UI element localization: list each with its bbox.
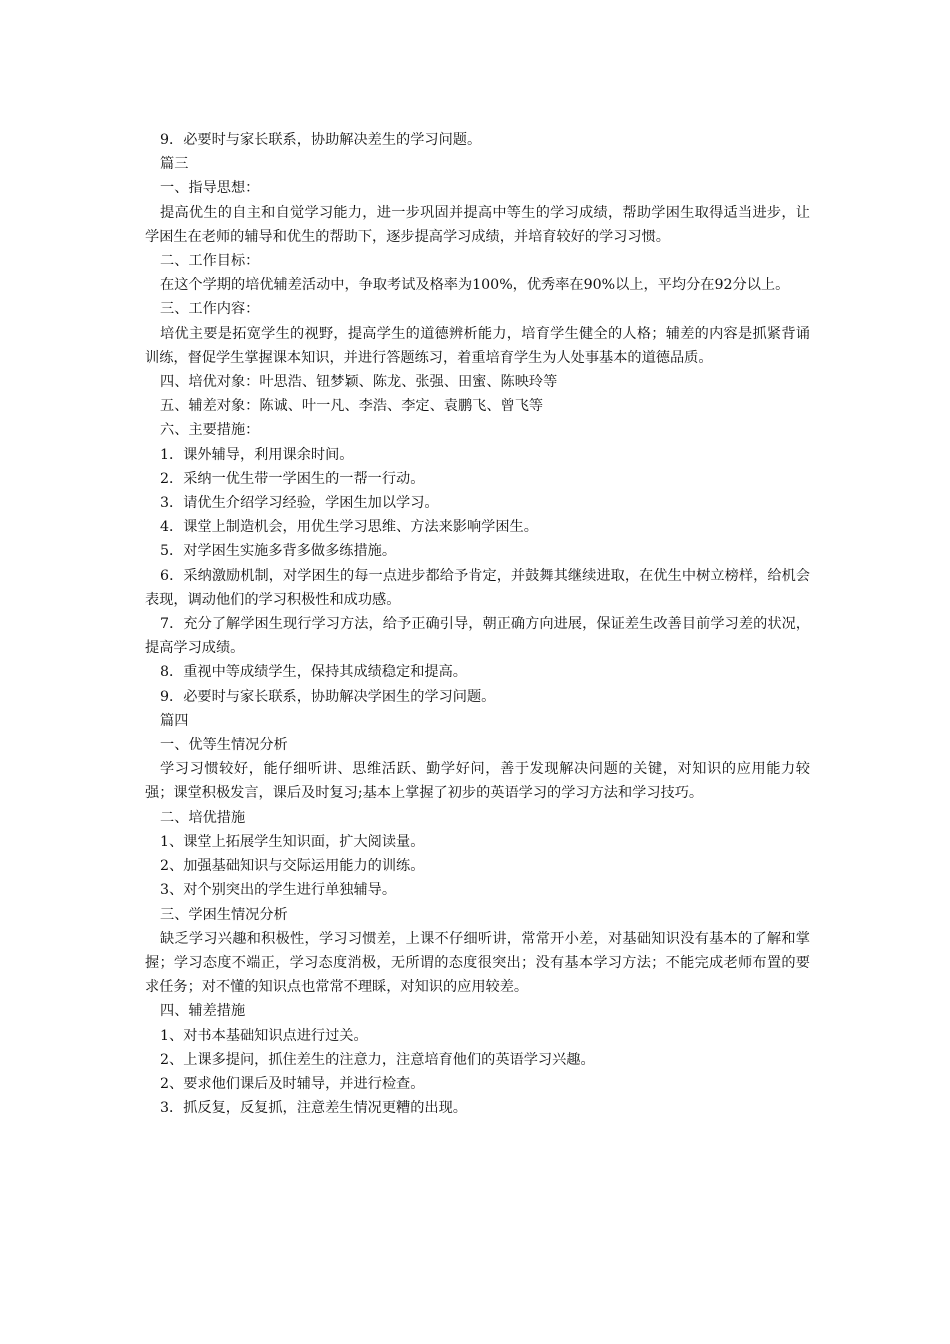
text-line: 1．课外辅导，利用课余时间。 bbox=[160, 446, 354, 463]
text-line: 2、要求他们课后及时辅导，并进行检查。 bbox=[160, 1075, 425, 1092]
paragraph: 7．充分了解学困生现行学习方法，给予正确引导，朝正确方向进展，保证差生改善目前学习差的状况，提高学习成绩。 bbox=[145, 616, 810, 657]
text-line: 六、主要措施： bbox=[160, 422, 260, 439]
text-line: 二、工作目标： bbox=[160, 253, 260, 270]
text-line: 5．对学困生实施多背多做多练措施。 bbox=[160, 543, 397, 560]
text-line: 二、培优措施 bbox=[160, 809, 246, 826]
text-line: 9．必要时与家长联系，协助解决学困生的学习问题。 bbox=[160, 688, 496, 705]
text-line: 3、对个别突出的学生进行单独辅导。 bbox=[160, 882, 397, 899]
paragraph: 在这个学期的培优辅差活动中，争取考试及格率为100%，优秀率在90%以上，平均分在92分以上。 bbox=[160, 277, 790, 294]
document-body bbox=[145, 128, 810, 1120]
paragraph: 6．采纳激励机制，对学困生的每一点进步都给予肯定，并鼓舞其继续进取，在优生中树立榜样，给机会表现，调动他们的学习积极性和成功感。 bbox=[145, 567, 810, 608]
text-line: 3．请优生介绍学习经验，学困生加以学习。 bbox=[160, 495, 439, 512]
text-line: 四、培优对象：叶思浩、钮梦颖、陈龙、张强、田蜜、陈映玲等 bbox=[160, 374, 558, 391]
text-line: 篇四 bbox=[160, 712, 189, 729]
text-line: 2、上课多提问，抓住差生的注意力，注意培育他们的英语学习兴趣。 bbox=[160, 1051, 595, 1068]
text-line: 4．课堂上制造机会，用优生学习思维、方法来影响学困生。 bbox=[160, 519, 538, 536]
text-line: 1、课堂上拓展学生知识面，扩大阅读量。 bbox=[160, 833, 425, 850]
text-line: 一、指导思想： bbox=[160, 180, 260, 197]
text-line: 一、优等生情况分析 bbox=[160, 737, 288, 754]
text-line: 2、加强基础知识与交际运用能力的训练。 bbox=[160, 858, 425, 875]
text-line: 8．重视中等成绩学生，保持其成绩稳定和提高。 bbox=[160, 664, 467, 681]
text-line: 四、辅差措施 bbox=[160, 1003, 246, 1020]
text-line: 篇三 bbox=[160, 156, 189, 173]
paragraph: 学习习惯较好，能仔细听讲、思维活跃、勤学好问，善于发现解决问题的关键，对知识的应用能力较强；课堂积极发言，课后及时复习;基本上掌握了初步的英语学习的学习方法和学习技巧。 bbox=[145, 761, 810, 802]
text-line: 五、辅差对象：陈诚、叶一凡、李浩、李定、袁鹏飞、曾飞等 bbox=[160, 398, 544, 415]
text-line: 三、工作内容： bbox=[160, 301, 260, 318]
text-line: 9．必要时与家长联系，协助解决差生的学习问题。 bbox=[160, 132, 482, 148]
paragraph: 缺乏学习兴趣和积极性，学习习惯差，上课不仔细听讲，常常开小差，对基础知识没有基本的了解和掌握；学习态度不端正，学习态度消极，无所谓的态度很突出；没有基本学习方法；不能完成老师布置的要求任务；对不懂的知识点也常常不理睬，对知识的应用较差。 bbox=[145, 930, 810, 996]
paragraph: 培优主要是拓宽学生的视野，提高学生的道德辨析能力，培育学生健全的人格；辅差的内容是抓紧背诵训练，督促学生掌握课本知识，并进行答题练习，着重培育学生为人处事基本的道德品质。 bbox=[145, 325, 810, 366]
text-line: 1、对书本基础知识点进行过关。 bbox=[160, 1027, 368, 1044]
text-line: 2．采纳一优生带一学困生的一帮一行动。 bbox=[160, 470, 425, 487]
text-line: 三、学困生情况分析 bbox=[160, 906, 288, 923]
text-line: 3．抓反复，反复抓，注意差生情况更糟的出现。 bbox=[160, 1100, 467, 1117]
paragraph: 提高优生的自主和自觉学习能力，进一步巩固并提高中等生的学习成绩，帮助学困生取得适当进步，让学困生在老师的辅导和优生的帮助下，逐步提高学习成绩，并培育较好的学习习惯。 bbox=[145, 204, 810, 245]
